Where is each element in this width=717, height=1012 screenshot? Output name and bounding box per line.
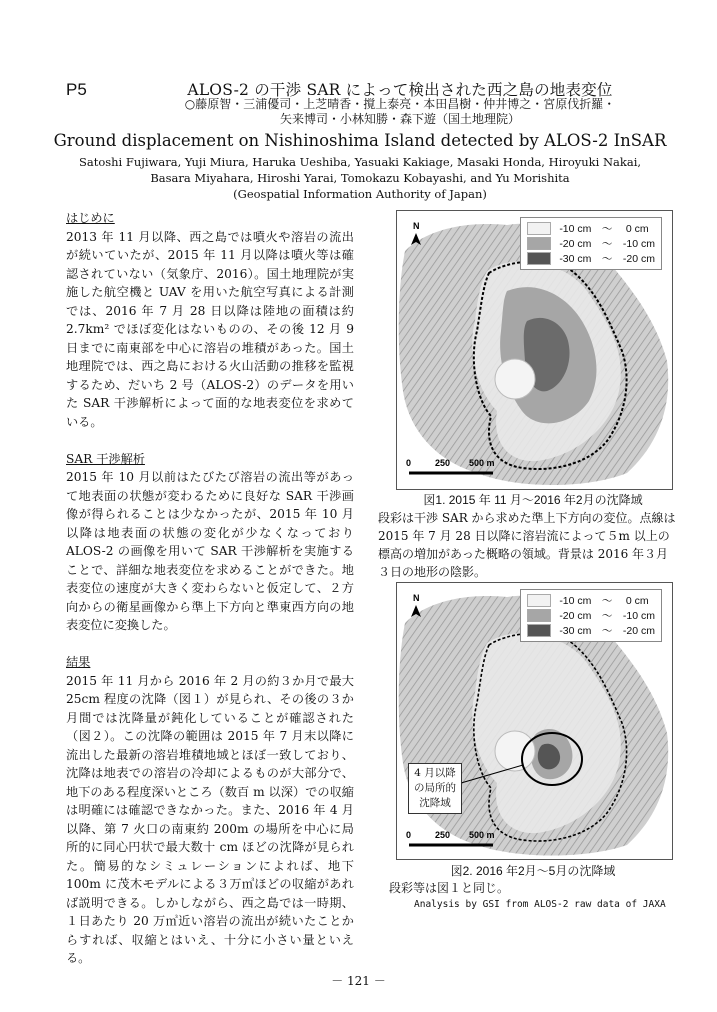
authors-ja: [130, 97, 670, 127]
section-heading-intro: はじめに: [66, 211, 115, 225]
legend-label: -10 cm ～ 0 cm: [559, 223, 649, 235]
scale-label-0: 0: [406, 458, 412, 468]
authors-en-line2: Basara Miyahara, Hiroshi Yarai, Tomokazu Kobayashi, and Yu Morishita: [150, 171, 570, 185]
legend-swatch: [527, 594, 551, 607]
legend-label: -10 cm ～ 0 cm: [559, 595, 649, 607]
north-arrow: N: [413, 593, 420, 603]
legend-swatch: [527, 609, 551, 622]
body-text: [66, 209, 354, 986]
legend-label: -20 cm ～ -10 cm: [559, 238, 655, 250]
legend-row: [527, 251, 655, 266]
legend-label: -30 cm ～ -20 cm: [559, 253, 655, 265]
legend-label: -30 cm ～ -20 cm: [559, 625, 655, 637]
title-ja: ALOS-2 の干渉 SAR によって検出された西之島の地表変位: [187, 81, 613, 99]
local-subsidence-callout: 4 月以降の局所的沈降域: [408, 763, 462, 814]
authors-en: [70, 154, 650, 202]
scale-label-500: 500 m: [469, 830, 495, 840]
figure-2: [396, 582, 673, 860]
figure-1-caption: 図1. 2015 年 11 月～2016 年2月の沈降域: [423, 493, 643, 507]
figure-2-description: 段彩等は図１と同じ。: [389, 881, 510, 895]
legend-row: [527, 608, 655, 623]
scale-label-0: 0: [406, 830, 412, 840]
legend-row: [527, 593, 655, 608]
legend-row: [527, 236, 655, 251]
legend-row: [527, 221, 655, 236]
figure-1-legend: [520, 217, 662, 270]
authors-ja-line1: ○藤原智・三浦優司・上芝晴香・撹上泰亮・本田昌樹・仲井博之・宮原伐折羅・: [184, 97, 616, 111]
figure-1: [396, 210, 673, 490]
section-text-intro: 2013 年 11 月以降、西之島では噴火や溶岩の流出が続いていたが、2015 年 11 月以降は噴火等は確認されていない（気象庁、2016）。国土地理院が実施した航空機と UAV を用いた航空写真による計測では、2016 年 7 月 28 日以降は陸地の面積は約 2.7km² でほぼ変化はないものの、その後 12 月 9 日までに南東部を中心に溶岩の堆積があった。国土地理院では、西之島における火山活動の推移を監視するため、だいち 2 号（ALOS-2）のデータを用いた SAR 干渉解析によって面的な地表変位を求めている。: [66, 229, 354, 429]
affiliation-en: (Geospatial Information Authority of Japan): [233, 187, 487, 201]
poster-code: P5: [66, 80, 87, 99]
legend-label: -20 cm ～ -10 cm: [559, 610, 655, 622]
north-arrow: N: [413, 221, 420, 231]
authors-en-line1: Satoshi Fujiwara, Yuji Miura, Haruka Ueshiba, Yasuaki Kakiage, Masaki Honda, Hiroyuki Nakai,: [78, 155, 642, 169]
section-heading-results: 結果: [66, 655, 91, 669]
scale-label-250: 250: [435, 830, 451, 840]
title-en: Ground displacement on Nishinoshima Island detected by ALOS-2 InSAR: [53, 131, 667, 150]
figure-2-legend: [520, 589, 662, 642]
crater-cone: [495, 731, 535, 771]
authors-ja-line2: 矢来博司・小林知勝・森下遊（国土地理院）: [279, 112, 520, 126]
crater-cone: [495, 359, 535, 399]
scale-label-250: 250: [435, 458, 451, 468]
scale-label-500: 500 m: [469, 458, 495, 468]
section-heading-insar: SAR 干渉解析: [66, 451, 145, 466]
page-number: － 121 －: [331, 974, 386, 988]
section-text-insar: 2015 年 10 月以前はたびたび溶岩の流出等があって地表面の状態が変わるために良好な SAR 干渉画像が得られることは少なかったが、2015 年 10 月以降は地表面の状態の変化が少なくなっており ALOS-2 の画像を用いて SAR 干渉解析を実施することで、詳細な地表変位を求めることができた。地表変位の速度が大きく変わらないと仮定して、２方向からの衛星画像から準上下方向と準東西方向の地表変位に変換した。: [66, 470, 354, 632]
figure-1-description: 段彩は干渉 SAR から求めた準上下方向の変位。点線は 2015 年 7 月 28 日以降に溶岩流によって５m 以上の標高の増加があった概略の領域。背景は 2016 年３月３日の地形の陰影。: [378, 511, 676, 579]
legend-swatch: [527, 624, 551, 637]
section-text-results: 2015 年 11 月から 2016 年 2 月の約３か月で最大 25cm 程度の沈降（図１）が見られ、その後の３か月間では沈降量が鈍化していることが確認された（図２）。この沈降の範囲は 2015 年 7 月末以降に流出した最新の溶岩堆積地域とほぼ一致しており、沈降は地表での溶岩の冷却によるものが大部分で、地下のある程度深いところ（数百 m 以深）での収縮は明確には確認できなかった。また、2016 年 4 月以降、第 7 火口の南東約 200m の場所を中心に局所的に同心円状で最大数十 cm ほどの沈降が見られた。簡易的なシミュレーションによれば、地下 100m に茂木モデルによる３万㎥ほどの収縮があれば説明できる。しかしながら、西之島では一時期、１日あたり 20 万㎥近い溶岩の流出が続いたことからすれば、収縮とはいえ、十分に小さい量といえる。: [66, 673, 354, 965]
legend-swatch: [527, 252, 551, 265]
data-credit: Analysis by GSI from ALOS-2 raw data of JAXA: [414, 899, 666, 910]
legend-row: [527, 623, 655, 638]
legend-swatch: [527, 222, 551, 235]
legend-swatch: [527, 237, 551, 250]
figure-2-caption: 図2. 2016 年2月～5月の沈降域: [450, 864, 616, 878]
